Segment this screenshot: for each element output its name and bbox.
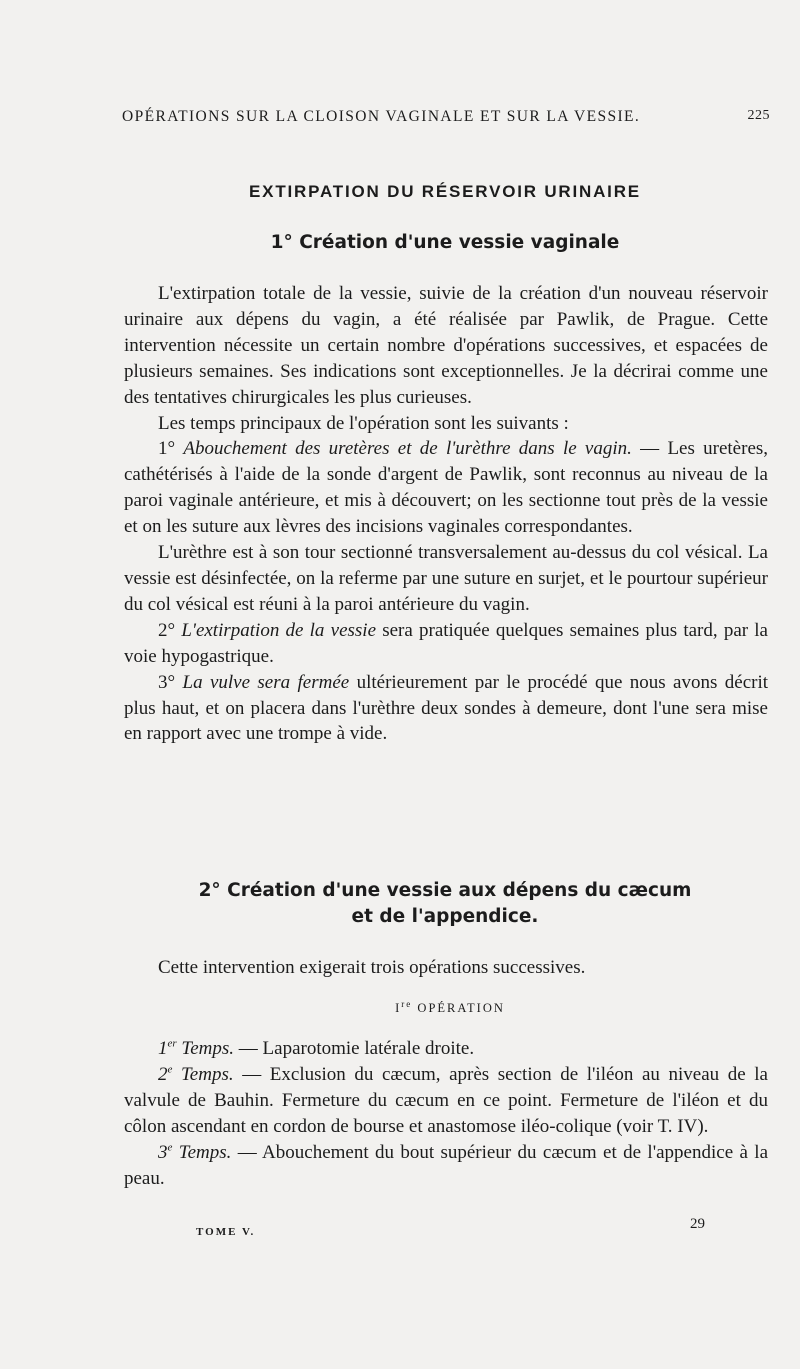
step-label: Temps.	[176, 1038, 235, 1059]
subsection-number: 1°	[270, 232, 293, 253]
list-number: 3°	[158, 671, 176, 693]
step-paragraph	[124, 1036, 768, 1062]
subsection-title-1	[0, 232, 800, 253]
step-text: — Exclusion du cæcum, après section de l'iléon au niveau de la valvule de Bauhin. Fermeture du cæcum en ce point. Fermeture de l'iléon et du côlon ascendant en cordon de bourse et anastomose iléo-colique (voir T. IV).	[124, 1063, 768, 1137]
operation-ordinal: re	[401, 998, 413, 1009]
text-block-1	[124, 281, 768, 747]
list-number: 1°	[158, 438, 176, 460]
paragraph: L'urèthre est à son tour sectionné transversalement au-dessus du col vésical. La vessie est désinfectée, on la referme par une suture en surjet, et le pourtour supérieur du col vésical est réuni à la paroi antérieure du vagin.	[124, 542, 768, 615]
subsection-label: Création d'une vessie vaginale	[292, 232, 620, 253]
step-label: Temps.	[172, 1063, 234, 1085]
paragraph: L'extirpation totale de la vessie, suivie de la création d'un nouveau réservoir urinaire aux dépens du vagin, a été réalisée par Pawlik, de Prague. Cette intervention nécessite un certain nombre d'opérations successives, et espacées de plusieurs semaines. Ses indications sont exceptionnelles. Je la décrirai comme une des tentatives chirurgicales les plus curieuses.	[124, 283, 768, 408]
paragraph: Les temps principaux de l'opération sont les suivants :	[158, 412, 569, 434]
paragraph	[124, 618, 768, 670]
running-head	[122, 108, 770, 126]
paragraph	[124, 436, 768, 540]
volume-mark: TOME V.	[196, 1226, 256, 1238]
step-ordinal: e	[167, 1141, 173, 1154]
italic-phrase: Abouchement des uretères et de l'urèthre dans le vagin.	[183, 438, 632, 460]
paragraph-text: — Les uretères, cathétérisés à l'aide de la sonde d'argent de Pawlik, sont reconnus au niveau de la paroi vaginale antérieure, et mis à découvert; on les sectionne tout près de la vessie et on les suture aux lèvres des incisions vaginales correspondantes.	[124, 438, 769, 538]
paragraph: Cette intervention exigerait trois opérations successives.	[158, 957, 586, 978]
subsection-title-2	[0, 878, 800, 930]
signature-mark: 29	[690, 1216, 705, 1232]
step-label: Temps.	[172, 1141, 232, 1163]
paragraph	[124, 670, 768, 748]
step-ordinal: er	[167, 1037, 177, 1050]
paragraph-text: ultérieurement par le procédé que nous avons décrit plus haut, et on placera dans l'urèthre deux sondes à demeure, dont l'une sera mise en rapport avec une trompe à vide.	[124, 671, 769, 745]
subsection-label-continued: et de l'appendice.	[351, 906, 539, 927]
step-number: 3	[158, 1141, 168, 1163]
step-ordinal: e	[167, 1063, 173, 1076]
text-block-3	[124, 1036, 768, 1191]
step-number: 1	[158, 1038, 168, 1059]
list-number: 2°	[158, 619, 176, 641]
step-number: 2	[158, 1063, 168, 1085]
section-title: EXTIRPATION DU RÉSERVOIR URINAIRE	[249, 182, 641, 201]
subsection-label: Création d'une vessie aux dépens du cæcum	[220, 880, 692, 901]
text-block-2	[124, 955, 768, 981]
operation-number: I	[395, 1001, 402, 1015]
step-paragraph	[124, 1062, 768, 1140]
subsection-number: 2°	[198, 880, 221, 901]
paragraph-text: sera pratiquée quelques semaines plus tard, par la voie hypogastrique.	[124, 619, 768, 667]
page-number: 225	[747, 108, 770, 123]
operation-label: OPÉRATION	[412, 1001, 505, 1015]
italic-phrase: La vulve sera fermée	[182, 671, 350, 693]
operation-heading	[0, 998, 800, 1016]
running-title: OPÉRATIONS SUR LA CLOISON VAGINALE ET SUR LA VESSIE.	[122, 108, 641, 125]
italic-phrase: L'extirpation de la vessie	[181, 619, 376, 641]
step-paragraph	[124, 1140, 768, 1192]
step-text: — Laparotomie latérale droite.	[234, 1038, 475, 1059]
step-text: — Abouchement du bout supérieur du cæcum et de l'appendice à la peau.	[124, 1141, 768, 1189]
